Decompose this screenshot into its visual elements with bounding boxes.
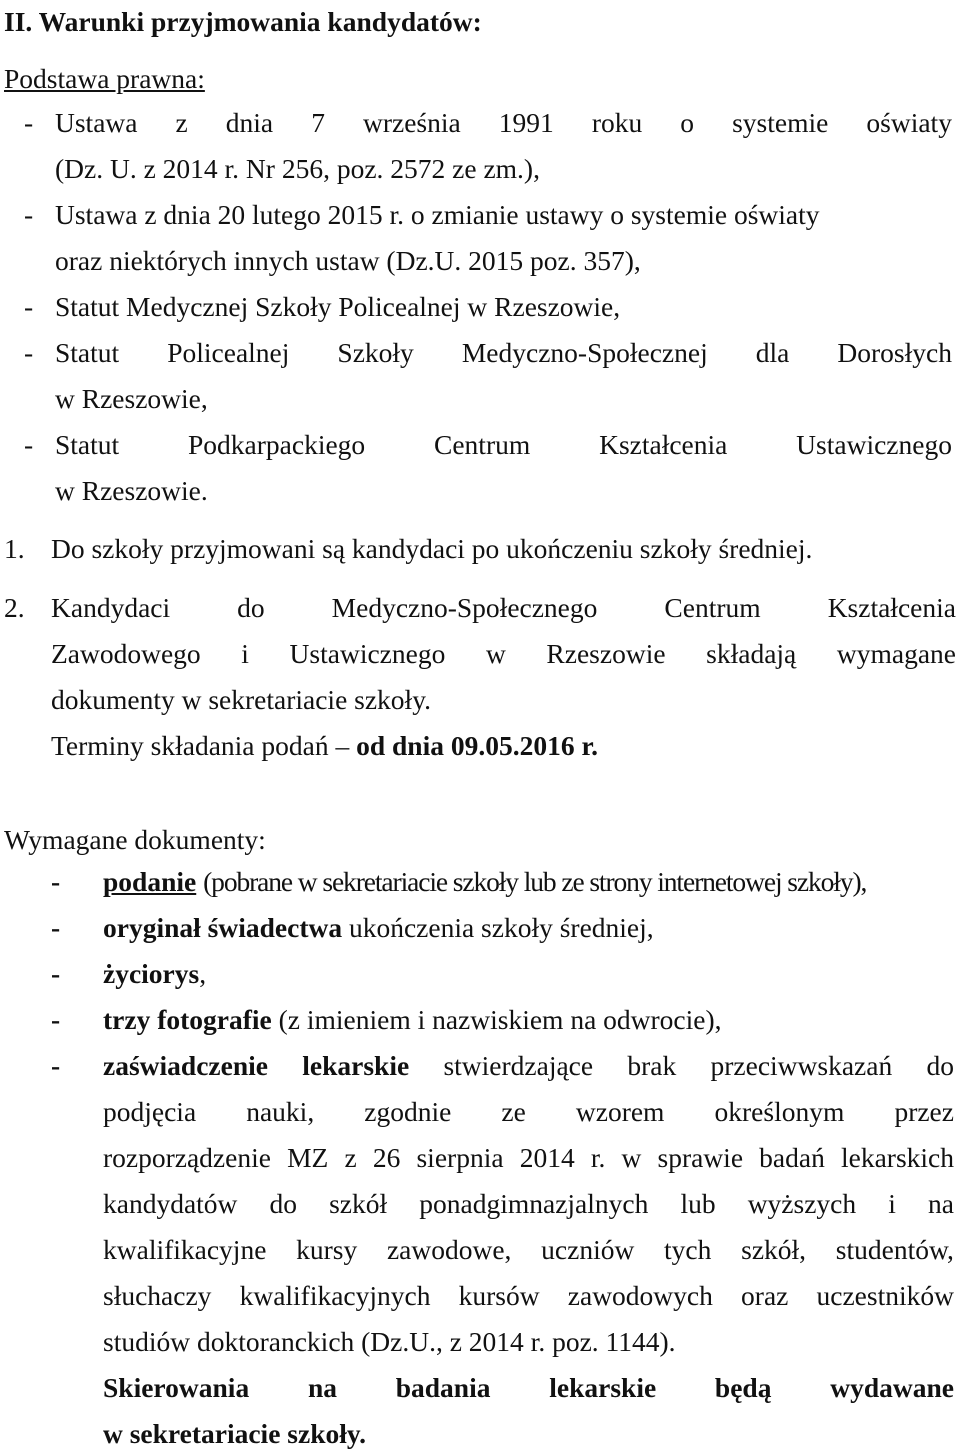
word: przeciwwskazań — [710, 1050, 893, 1081]
word: Rzeszowie — [546, 638, 666, 669]
word: 26 — [372, 1142, 401, 1173]
word: lekarskich — [840, 1142, 954, 1173]
word: kwalifikacyjnych — [239, 1280, 431, 1311]
word: nauki, — [246, 1096, 315, 1127]
word: września — [363, 107, 461, 138]
word: wzorem — [575, 1096, 665, 1127]
legal-item-2-line: Ustawa z dnia 20 lutego 2015 r. o zmianie ustawy o systemie oświaty — [55, 199, 820, 230]
documents-heading: Wymagane dokumenty: — [4, 824, 266, 855]
word: Medyczno-Społecznego — [331, 592, 598, 623]
word: stwierdzające — [443, 1050, 594, 1081]
legal-item-1-line — [55, 109, 952, 137]
word: do — [237, 592, 265, 623]
word: badania — [395, 1372, 491, 1403]
word: i — [241, 638, 249, 669]
word: kursów — [458, 1280, 540, 1311]
word: r. — [590, 1142, 606, 1173]
word: zawodowych — [567, 1280, 713, 1311]
word: Medyczno-Społecznej — [461, 337, 708, 368]
word: o — [680, 107, 695, 138]
word: badań — [759, 1142, 825, 1173]
word: do — [269, 1188, 298, 1219]
word: Policealnej — [167, 337, 290, 368]
word: podjęcia — [103, 1096, 197, 1127]
word: z — [175, 107, 188, 138]
word: Szkoły — [337, 337, 414, 368]
word: wydawane — [830, 1372, 954, 1403]
word: z — [344, 1142, 357, 1173]
word: Skierowania — [103, 1372, 250, 1403]
point-1-text: Do szkoły przyjmowani są kandydaci po ukończeniu szkoły średniej. — [51, 533, 813, 564]
terms-prefix: Terminy składania podań – — [51, 730, 350, 761]
word: studentów, — [835, 1234, 954, 1265]
legal-basis-heading: Podstawa prawna: — [4, 63, 205, 94]
doc-item-medical-cont — [103, 1282, 954, 1310]
word: określonym — [714, 1096, 845, 1127]
word: kwalifikacyjne — [103, 1234, 267, 1265]
point-2-line — [51, 640, 956, 668]
doc-bold: trzy fotografie — [103, 1004, 272, 1035]
word: Ustawicznego — [289, 638, 446, 669]
doc-rest: (z imieniem i nazwiskiem na odwrocie), — [278, 1004, 722, 1035]
word: roku — [591, 107, 643, 138]
word: kursy — [296, 1234, 358, 1265]
word: zawodowe, — [386, 1234, 512, 1265]
word: Podkarpackiego — [188, 429, 366, 460]
word: rozporządzenie — [103, 1142, 271, 1173]
point-2-cont: dokumenty w sekretariacie szkoły. — [51, 684, 432, 715]
word: Kształcenia — [599, 429, 728, 460]
word: Ustawicznego — [796, 429, 952, 460]
word: oraz — [741, 1280, 789, 1311]
word: 7 — [311, 107, 325, 138]
word: lekarskie — [549, 1372, 657, 1403]
legal-item-dash: - — [24, 337, 34, 368]
doc-item-podanie — [103, 868, 866, 896]
word: szkół, — [741, 1234, 807, 1265]
word: w — [621, 1142, 642, 1173]
word: i — [888, 1188, 896, 1219]
word: Statut — [55, 429, 120, 460]
word: Statut — [55, 337, 120, 368]
word: składają — [706, 638, 797, 669]
word: dla — [755, 337, 790, 368]
word: na — [927, 1188, 954, 1219]
doc-rest: ukończenia szkoły średniej, — [348, 912, 654, 943]
doc-item-medical-last: studiów doktoranckich (Dz.U., z 2014 r. poz. 1144). — [103, 1326, 676, 1357]
referral-cont: w sekretariacie szkoły. — [103, 1418, 366, 1449]
word: Dorosłych — [837, 337, 952, 368]
word: słuchaczy — [103, 1280, 212, 1311]
word: Zawodowego — [51, 638, 201, 669]
doc-dash: - — [51, 866, 61, 897]
word: ze — [501, 1096, 526, 1127]
word: MZ — [287, 1142, 329, 1173]
word: lekarskie — [302, 1050, 410, 1081]
legal-item-1-cont: (Dz. U. z 2014 r. Nr 256, poz. 2572 ze zm.), — [55, 153, 540, 184]
word: wymagane — [836, 638, 956, 669]
point-number: 1. — [4, 533, 25, 564]
word: w — [485, 638, 506, 669]
word: dnia — [225, 107, 274, 138]
legal-item-3-line: Statut Medycznej Szkoły Policealnej w Rzeszowie, — [55, 291, 621, 322]
word: systemie — [732, 107, 829, 138]
doc-rest: (pobrane w sekretariacie szkoły lub ze strony internetowej szkoły), — [203, 866, 867, 897]
legal-item-4-line — [55, 339, 952, 367]
word: 2014 — [519, 1142, 575, 1173]
terms-line — [51, 732, 598, 760]
legal-item-2-cont: oraz niektórych innych ustaw (Dz.U. 2015 poz. 357), — [55, 245, 641, 276]
legal-item-5-line — [55, 431, 952, 459]
doc-dash: - — [51, 1050, 61, 1081]
doc-item-photos — [103, 1006, 722, 1034]
word: sprawie — [657, 1142, 744, 1173]
word: 1991 — [498, 107, 554, 138]
word: uczestników — [816, 1280, 954, 1311]
word: zgodnie — [364, 1096, 452, 1127]
point-2-line — [51, 594, 956, 622]
word: Kształcenia — [827, 592, 956, 623]
word: Kandydaci — [51, 592, 171, 623]
word: wyższych — [747, 1188, 857, 1219]
doc-dash: - — [51, 912, 61, 943]
referral-line — [103, 1374, 954, 1402]
word: do — [926, 1050, 954, 1081]
word: zaświadczenie — [103, 1050, 268, 1081]
legal-item-dash: - — [24, 291, 34, 322]
doc-item-medical-cont — [103, 1190, 954, 1218]
legal-item-4-cont: w Rzeszowie, — [55, 383, 208, 414]
section-title: II. Warunki przyjmowania kandydatów: — [4, 6, 482, 37]
word: będą — [714, 1372, 772, 1403]
legal-item-dash: - — [24, 199, 34, 230]
doc-item-medical-cont — [103, 1144, 954, 1172]
legal-item-5-cont: w Rzeszowie. — [55, 475, 208, 506]
doc-item-medical-cont — [103, 1236, 954, 1264]
point-number: 2. — [4, 592, 25, 623]
word: Ustawa — [55, 107, 138, 138]
doc-item-cv — [103, 960, 206, 988]
doc-bold: życiorys — [103, 958, 200, 989]
legal-item-dash: - — [24, 429, 34, 460]
word: oświaty — [866, 107, 952, 138]
doc-item-original — [103, 914, 654, 942]
word: sierpnia — [416, 1142, 504, 1173]
doc-item-medical-cont — [103, 1098, 954, 1126]
word: szkół — [329, 1188, 388, 1219]
word: lub — [680, 1188, 716, 1219]
word: Centrum — [434, 429, 531, 460]
doc-item-medical-line — [103, 1052, 954, 1080]
word: Centrum — [664, 592, 761, 623]
word: brak — [627, 1050, 677, 1081]
doc-dash: - — [51, 958, 61, 989]
word: ponadgimnazjalnych — [419, 1188, 649, 1219]
word: przez — [894, 1096, 954, 1127]
terms-date: od dnia 09.05.2016 r. — [356, 730, 599, 761]
word: uczniów — [541, 1234, 635, 1265]
word: na — [307, 1372, 337, 1403]
doc-rest: , — [199, 958, 207, 989]
doc-bold: podanie — [103, 866, 197, 897]
legal-item-dash: - — [24, 107, 34, 138]
word: tych — [664, 1234, 712, 1265]
doc-dash: - — [51, 1004, 61, 1035]
doc-bold: oryginał świadectwa — [103, 912, 343, 943]
word: kandydatów — [103, 1188, 238, 1219]
